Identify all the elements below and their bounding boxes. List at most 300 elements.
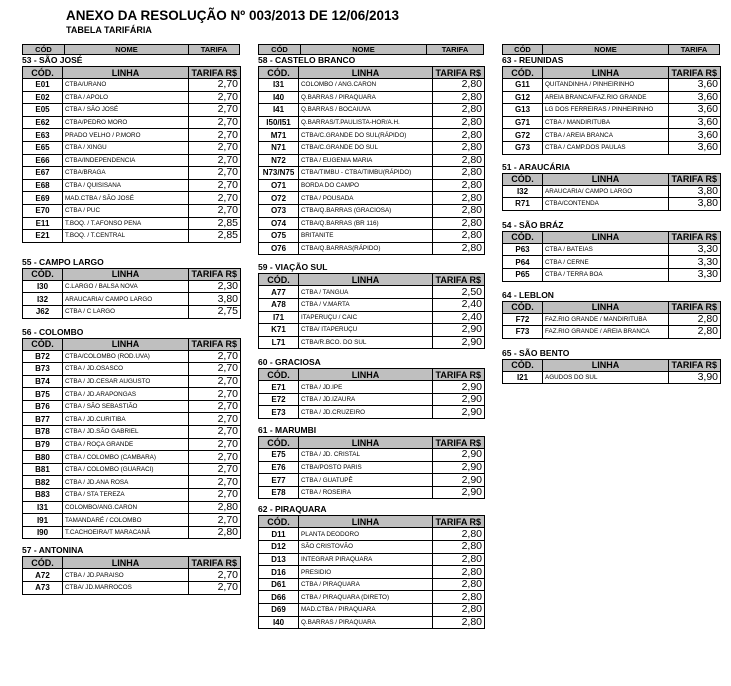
fare-value: 2,80 [433,604,485,617]
route-name: CTBA/PEDRO MORO [63,116,189,129]
table-row [23,438,241,451]
header-tarifa: TARIFA [441,45,469,54]
column-header-linha: LINHA [543,173,669,185]
table-row [259,204,485,217]
group-title: 51 - ARAUCÁRIA [502,161,571,172]
route-code: L71 [259,336,299,349]
route-code: I31 [259,79,299,92]
route-code: P65 [503,268,543,281]
table-header-row [23,268,241,280]
route-name: QUITANDINHA / PINHEIRINHO [543,79,669,92]
table-row [23,413,241,426]
route-code: E02 [23,91,63,104]
route-code: E69 [23,192,63,205]
fare-table [22,66,241,243]
fare-value: 3,80 [669,185,721,198]
route-code: E11 [23,217,63,230]
group-graciosa [258,357,484,419]
route-code: G73 [503,141,543,154]
column-header-linha: LINHA [63,557,189,569]
fare-value: 2,80 [433,616,485,629]
route-code: E75 [259,449,299,462]
group-sao-jose [22,55,240,243]
table-header-row [259,516,485,528]
route-code: J62 [23,305,63,318]
route-name: CTBA / CERNE [543,256,669,269]
route-name: CTBA / TANGUA [299,286,433,299]
fare-value: 2,70 [189,350,241,363]
route-name: T.BOQ. / T.CENTRAL [63,230,189,243]
table-row [259,381,485,394]
table-row [23,217,241,230]
fare-value: 3,80 [669,198,721,211]
route-name: CTBA / ROSEIRA [299,486,433,499]
document-title: ANEXO DA RESOLUÇÃO Nº 003/2013 DE 12/06/2013 [66,8,400,23]
table-row [259,91,485,104]
fare-value: 3,60 [669,91,721,104]
column-header-tarifa: TARIFA R$ [189,338,241,350]
fare-table [502,231,721,282]
fare-table [502,66,721,155]
column-header-linha: LINHA [299,274,433,286]
table-row [259,230,485,243]
fare-value: 2,70 [189,489,241,502]
group-title: 65 - SÃO BENTO [502,347,570,358]
table-row [23,363,241,376]
route-code: B72 [23,350,63,363]
fare-value: 2,90 [433,336,485,349]
fare-value: 2,70 [189,104,241,117]
route-code: B73 [23,363,63,376]
fare-value: 2,70 [189,116,241,129]
route-name: CTBA / STA TEREZA [63,489,189,502]
column-header-cod: CÓD. [503,301,543,313]
column-header-linha: LINHA [63,67,189,79]
route-name: CTBA/R.BCO. DO SUL [299,336,433,349]
fare-value: 2,70 [189,463,241,476]
table-row [23,116,241,129]
fare-value: 2,70 [189,582,241,595]
table-header-row [503,231,721,243]
route-name: CTBA / JD. CRISTAL [299,449,433,462]
table-row [503,198,721,211]
route-code: M71 [259,129,299,142]
table-row [23,179,241,192]
route-code: I31 [23,501,63,514]
route-name: CTBA/TIMBU - CTBA/TIMBU(RÁPIDO) [299,167,433,180]
column-header-linha: LINHA [299,369,433,381]
group-castelo-branco [258,55,484,255]
table-row [503,371,721,384]
column-header-tarifa: TARIFA R$ [433,437,485,449]
route-name: CTBA / EUGENIA MARIA [299,154,433,167]
route-name: CTBA / CAMP.DOS PAULAS [543,141,669,154]
fare-value: 3,60 [669,116,721,129]
route-name: CTBA / APOLO [63,91,189,104]
column-header-cod: CÓD. [23,67,63,79]
fare-value: 2,70 [189,204,241,217]
table-row [23,167,241,180]
column-header-tarifa: TARIFA R$ [189,67,241,79]
table-header-row [23,557,241,569]
column-header-tarifa: TARIFA R$ [433,274,485,286]
table-row [259,154,485,167]
group-title: 59 - VIAÇÃO SUL [258,262,328,273]
route-code: B83 [23,489,63,502]
route-code: E67 [23,167,63,180]
fare-value: 2,80 [433,167,485,180]
column-header-tarifa: TARIFA R$ [669,301,721,313]
route-code: E68 [23,179,63,192]
fare-value: 2,80 [433,91,485,104]
header-nome: NOME [543,45,669,54]
route-name: CTBA / JD.CESAR AUGUSTO [63,375,189,388]
fare-table [502,301,721,339]
table-row [23,204,241,217]
route-code: A77 [259,286,299,299]
table-row [259,286,485,299]
fare-table [258,66,485,255]
route-code: E05 [23,104,63,117]
table-row [259,528,485,541]
route-name: CTBA / AREIA BRANCA [543,129,669,142]
column-header-linha: LINHA [299,516,433,528]
table-row [259,604,485,617]
fare-value: 2,90 [433,324,485,337]
column-header-tarifa: TARIFA R$ [669,359,721,371]
route-name: CTBA / POUSADA [299,192,433,205]
table-row [23,514,241,527]
fare-value: 2,80 [433,591,485,604]
route-code: F72 [503,313,543,326]
column-header-linha: LINHA [63,268,189,280]
fare-table [502,359,721,385]
route-code: N73/N75 [259,167,299,180]
route-code: I40 [259,616,299,629]
group-reunidas [502,55,720,155]
route-code: D66 [259,591,299,604]
table-row [23,280,241,293]
header-nome: NOME [65,45,189,54]
route-name: LG DOS FERREIRAS / PINHEIRINHO [543,104,669,117]
fare-value: 3,60 [669,79,721,92]
route-name: Q.BARRAS / BOCAIUVA [299,104,433,117]
table-header-row [23,338,241,350]
group-leblon [502,290,720,339]
fare-table [22,338,241,540]
header-bar [258,44,484,55]
route-code: N72 [259,154,299,167]
table-row [23,426,241,439]
table-row [259,116,485,129]
route-code: O71 [259,179,299,192]
fare-value: 2,70 [189,413,241,426]
route-code: O74 [259,217,299,230]
fare-value: 3,30 [669,268,721,281]
table-row [259,192,485,205]
table-header-row [503,301,721,313]
route-name: CTBA / PIRAQUARA (DIRETO) [299,591,433,604]
group-title: 60 - GRACIOSA [258,357,321,368]
route-code: I91 [23,514,63,527]
column-header-tarifa: TARIFA R$ [189,268,241,280]
fare-value: 2,80 [433,204,485,217]
group-sao-bento [502,348,720,385]
table-row [259,311,485,324]
table-row [259,474,485,487]
table-header-row [259,369,485,381]
table-header-row [23,67,241,79]
route-name: CTBA / BATEIAS [543,243,669,256]
header-cod: CÓD [23,45,65,54]
group-title: 55 - CAMPO LARGO [22,256,104,267]
route-code: E70 [23,204,63,217]
route-name: FAZ.RIO GRANDE / AREIA BRANCA [543,326,669,339]
fare-value: 3,90 [669,371,721,384]
column-header-cod: CÓD. [259,437,299,449]
route-name: CTBA/INDEPENDENCIA [63,154,189,167]
column-right [502,44,720,384]
table-row [23,141,241,154]
route-name: MAD.CTBA / PIRAQUARA [299,604,433,617]
route-code: E62 [23,116,63,129]
table-header-row [259,67,485,79]
route-name: BORDA DO CAMPO [299,179,433,192]
table-row [503,313,721,326]
table-row [259,104,485,117]
column-header-linha: LINHA [543,231,669,243]
group-campo-largo [22,257,240,319]
route-name: CTBA / GUATUPÊ [299,474,433,487]
route-name: CTBA/Q.BARRAS (BR 116) [299,217,433,230]
route-name: MAD.CTBA / SÃO JOSÉ [63,192,189,205]
route-code: B79 [23,438,63,451]
fare-value: 2,80 [433,553,485,566]
table-row [259,167,485,180]
table-row [23,350,241,363]
fare-table [502,173,721,211]
route-name: CTBA/URANO [63,79,189,92]
table-row [23,91,241,104]
group-title: 64 - LEBLON [502,289,554,300]
table-row [259,298,485,311]
route-code: F73 [503,326,543,339]
column-header-cod: CÓD. [503,231,543,243]
group-piraquara [258,504,484,629]
route-code: E78 [259,486,299,499]
fare-value: 3,80 [189,293,241,306]
route-name: INTEGRAR PIRAQUARA [299,553,433,566]
fare-value: 2,80 [189,501,241,514]
fare-value: 2,80 [433,179,485,192]
fare-table [22,556,241,594]
fare-table [258,368,485,419]
fare-value: 2,70 [189,179,241,192]
fare-value: 2,80 [433,242,485,255]
group-viacao-sul [258,262,484,349]
route-name: CTBA / JD.CURITIBA [63,413,189,426]
route-code: D69 [259,604,299,617]
route-name: Q.BARRAS / PIRAQUARA [299,616,433,629]
group-antonina [22,545,240,594]
table-row [23,154,241,167]
route-name: ARAUCARIA/ CAMPO LARGO [63,293,189,306]
column-middle [258,44,484,629]
route-name: CTBA / JD.ANA ROSA [63,476,189,489]
fare-table [258,515,485,629]
column-header-tarifa: TARIFA R$ [669,173,721,185]
route-code: I71 [259,311,299,324]
route-code: G12 [503,91,543,104]
fare-value: 2,80 [433,154,485,167]
table-row [503,141,721,154]
fare-value: 2,85 [189,230,241,243]
route-name: C.LARGO / BALSA NOVA [63,280,189,293]
fare-value: 2,70 [189,451,241,464]
fare-value: 2,80 [433,217,485,230]
route-code: E66 [23,154,63,167]
fare-value: 2,80 [433,79,485,92]
route-code: B75 [23,388,63,401]
route-name: FAZ.RIO GRANDE / MANDIRITUBA [543,313,669,326]
table-row [503,185,721,198]
route-code: B82 [23,476,63,489]
table-row [503,91,721,104]
column-header-tarifa: TARIFA R$ [433,516,485,528]
route-code: E76 [259,461,299,474]
route-code: P64 [503,256,543,269]
fare-value: 2,80 [433,116,485,129]
column-header-tarifa: TARIFA R$ [669,67,721,79]
table-row [259,393,485,406]
route-name: CTBA/C.GRANDE DO SUL(RÁPIDO) [299,129,433,142]
route-name: CTBA/ JD.MARROCOS [63,582,189,595]
route-name: CTBA / COLOMBO (CAMBARA) [63,451,189,464]
route-code: N71 [259,141,299,154]
column-header-cod: CÓD. [259,516,299,528]
column-header-cod: CÓD. [23,268,63,280]
fare-value: 2,80 [433,541,485,554]
fare-value: 2,75 [189,305,241,318]
column-header-cod: CÓD. [259,369,299,381]
fare-value: 2,90 [433,461,485,474]
route-code: B74 [23,375,63,388]
route-code: A73 [23,582,63,595]
table-header-row [259,274,485,286]
table-row [259,324,485,337]
route-code: I90 [23,526,63,539]
fare-value: 2,70 [189,400,241,413]
route-name: CTBA / PIRAQUARA [299,578,433,591]
table-row [259,486,485,499]
column-header-cod: CÓD. [503,67,543,79]
route-code: D12 [259,541,299,554]
fare-value: 2,90 [433,393,485,406]
route-name: CTBA / SÃO JOSÉ [63,104,189,117]
column-header-cod: CÓD. [259,67,299,79]
fare-value: 2,80 [433,528,485,541]
fare-value: 2,70 [189,167,241,180]
route-name: CTBA / COLOMBO (GUARACI) [63,463,189,476]
fare-value: 2,70 [189,154,241,167]
fare-value: 2,70 [189,91,241,104]
column-header-linha: LINHA [543,359,669,371]
fare-value: 2,70 [189,141,241,154]
table-row [259,566,485,579]
column-header-cod: CÓD. [503,173,543,185]
route-code: I32 [23,293,63,306]
fare-table [258,436,485,499]
fare-value: 2,90 [433,406,485,419]
route-name: CTBA/Q.BARRAS(RÁPIDO) [299,242,433,255]
fare-value: 2,80 [433,230,485,243]
fare-value: 2,80 [433,578,485,591]
fare-value: 2,70 [189,129,241,142]
route-name: COLOMBO / ANG.CARON [299,79,433,92]
route-name: CTBA / C LARGO [63,305,189,318]
group-sao-braz [502,220,720,282]
route-name: CTBA / TERRA BOA [543,268,669,281]
fare-value: 2,70 [189,514,241,527]
route-code: G11 [503,79,543,92]
route-name: CTBA / JD.IZAURA [299,393,433,406]
table-row [259,242,485,255]
route-name: CTBA / JD.OSASCO [63,363,189,376]
group-title: 56 - COLOMBO [22,326,84,337]
route-code: B77 [23,413,63,426]
route-code: I30 [23,280,63,293]
route-name: CTBA/COLOMBO (ROD.UVA) [63,350,189,363]
table-row [23,400,241,413]
route-name: T.BOQ. / T.AFONSO PENA [63,217,189,230]
route-code: I41 [259,104,299,117]
fare-value: 2,90 [433,381,485,394]
fare-value: 3,60 [669,141,721,154]
route-name: CTBA/C.GRANDE DO SUL [299,141,433,154]
route-code: G72 [503,129,543,142]
group-marumbi [258,425,484,499]
table-row [503,79,721,92]
column-header-linha: LINHA [543,301,669,313]
header-bar [22,44,240,55]
table-header-row [503,67,721,79]
group-araucaria [502,162,720,211]
table-row [503,326,721,339]
table-row [503,116,721,129]
group-title: 63 - REUNIDAS [502,55,564,65]
route-name: CTBA/CONTENDA [543,198,669,211]
fare-value: 2,70 [189,375,241,388]
route-name: CTBA / JD.SÃO GABRIEL [63,426,189,439]
route-name: PRADO VELHO / P.MORO [63,129,189,142]
table-row [503,256,721,269]
route-code: O76 [259,242,299,255]
document-subtitle: TABELA TARIFÁRIA [66,25,152,35]
column-header-tarifa: TARIFA R$ [669,231,721,243]
table-row [23,476,241,489]
table-row [259,553,485,566]
group-title: 58 - CASTELO BRANCO [258,55,356,65]
route-code: I21 [503,371,543,384]
route-name: CTBA / MANDIRITUBA [543,116,669,129]
table-row [259,179,485,192]
fare-value: 2,80 [433,192,485,205]
route-code: E77 [259,474,299,487]
table-row [23,463,241,476]
table-row [23,129,241,142]
table-row [259,591,485,604]
fare-value: 2,70 [189,426,241,439]
